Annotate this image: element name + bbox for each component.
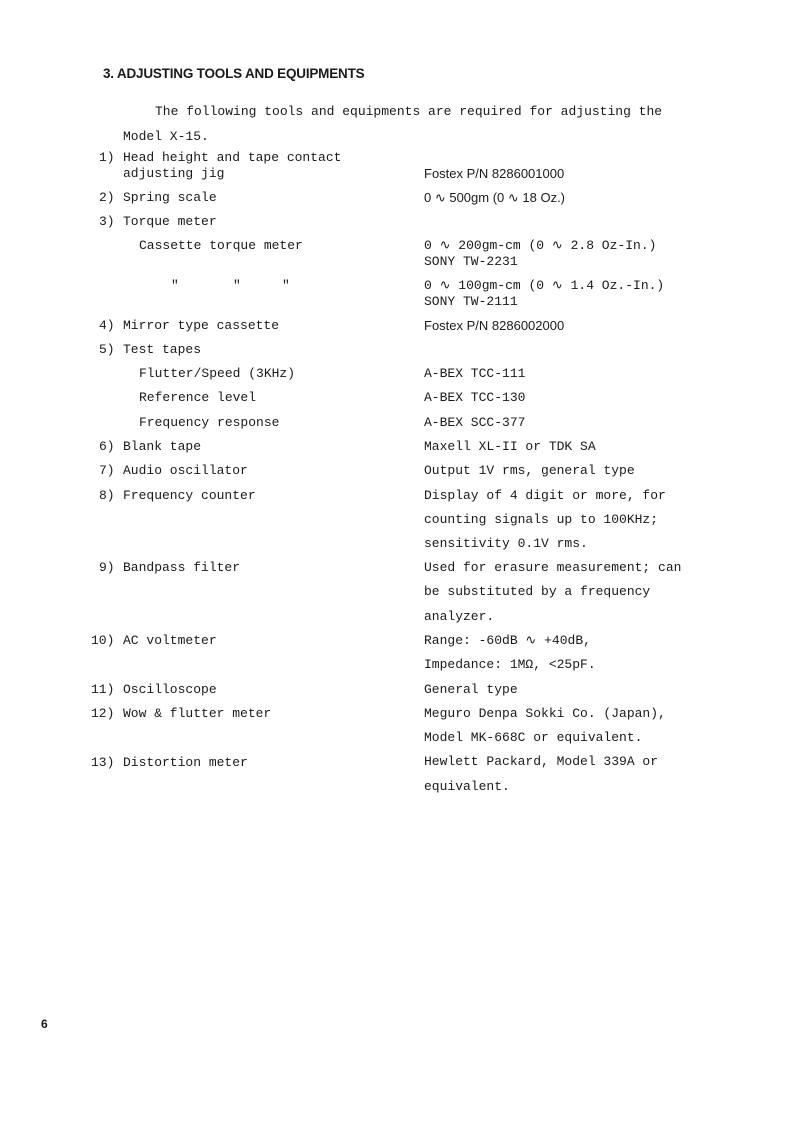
item-desc: Hewlett Packard, Model 339A or	[424, 754, 659, 769]
item-desc: 0 ∿ 500gm (0 ∿ 18 Oz.)	[424, 190, 566, 205]
item-desc-cont: analyzer.	[424, 609, 495, 624]
sub-item-label: Reference level	[139, 390, 257, 405]
item-desc: General type	[424, 682, 518, 697]
item-label: Torque meter	[123, 214, 217, 229]
item-desc: A-BEX TCC-111	[424, 366, 526, 381]
section-heading: 3. ADJUSTING TOOLS AND EQUIPMENTS	[103, 66, 365, 81]
item-desc: Meguro Denpa Sokki Co. (Japan),	[424, 706, 666, 721]
item-desc: 0 ∿ 200gm-cm (0 ∿ 2.8 Oz-In.)	[424, 238, 657, 253]
item-desc: Used for erasure measurement; can	[424, 560, 682, 575]
sub-item-label: Cassette torque meter	[139, 238, 303, 253]
item-number: 10)	[91, 633, 115, 648]
item-desc: A-BEX SCC-377	[424, 415, 526, 430]
item-number: 1)	[99, 150, 115, 165]
item-desc-cont: sensitivity 0.1V rms.	[424, 536, 588, 551]
item-desc-cont: Impedance: 1MΩ, <25pF.	[424, 657, 596, 672]
item-label: Test tapes	[123, 342, 202, 357]
item-number: 9)	[99, 560, 115, 575]
item-label: Bandpass filter	[123, 560, 241, 575]
item-number: 6)	[99, 439, 115, 454]
item-desc-cont: counting signals up to 100KHz;	[424, 512, 659, 527]
item-desc-cont: SONY TW-2111	[424, 294, 518, 309]
item-number: 12)	[91, 706, 115, 721]
item-number: 11)	[91, 682, 115, 697]
item-desc-cont: SONY TW-2231	[424, 254, 518, 269]
item-desc: 0 ∿ 100gm-cm (0 ∿ 1.4 Oz.-In.)	[424, 278, 665, 293]
item-desc-cont: Model MK-668C or equivalent.	[424, 730, 643, 745]
item-number: 13)	[91, 755, 115, 770]
item-number: 8)	[99, 488, 115, 503]
item-label: Head height and tape contact	[123, 150, 342, 165]
ditto-mark: "	[171, 278, 179, 293]
item-desc-cont: be substituted by a frequency	[424, 584, 651, 599]
item-label-cont: adjusting jig	[123, 166, 225, 181]
item-desc: Fostex P/N 8286002000	[424, 318, 565, 333]
sub-item-label: Frequency response	[139, 415, 280, 430]
page-number: 6	[41, 1017, 48, 1031]
item-label: Spring scale	[123, 190, 217, 205]
item-number: 4)	[99, 318, 115, 333]
item-desc-cont: equivalent.	[424, 779, 510, 794]
item-desc: Maxell XL-II or TDK SA	[424, 439, 596, 454]
ditto-mark: "	[233, 278, 241, 293]
item-desc: Range: -60dB ∿ +40dB,	[424, 633, 591, 648]
item-desc: Fostex P/N 8286001000	[424, 166, 565, 181]
item-label: Mirror type cassette	[123, 318, 280, 333]
sub-item-label: Flutter/Speed (3KHz)	[139, 366, 296, 381]
item-number: 7)	[99, 463, 115, 478]
intro-line-2: Model X-15.	[123, 129, 209, 144]
item-label: Frequency counter	[123, 488, 256, 503]
item-desc: Output 1V rms, general type	[424, 463, 635, 478]
item-label: Audio oscillator	[123, 463, 248, 478]
item-number: 5)	[99, 342, 115, 357]
intro-paragraph	[123, 99, 683, 149]
item-number: 2)	[99, 190, 115, 205]
item-label: AC voltmeter	[123, 633, 217, 648]
item-number: 3)	[99, 214, 115, 229]
item-label: Wow & flutter meter	[123, 706, 272, 721]
item-desc: Display of 4 digit or more, for	[424, 488, 666, 503]
item-label: Distortion meter	[123, 755, 248, 770]
item-desc: A-BEX TCC-130	[424, 390, 526, 405]
item-label: Oscilloscope	[123, 682, 217, 697]
intro-line-1: The following tools and equipments are required for adjusting the	[155, 104, 663, 119]
item-label: Blank tape	[123, 439, 202, 454]
ditto-mark: "	[282, 278, 290, 293]
